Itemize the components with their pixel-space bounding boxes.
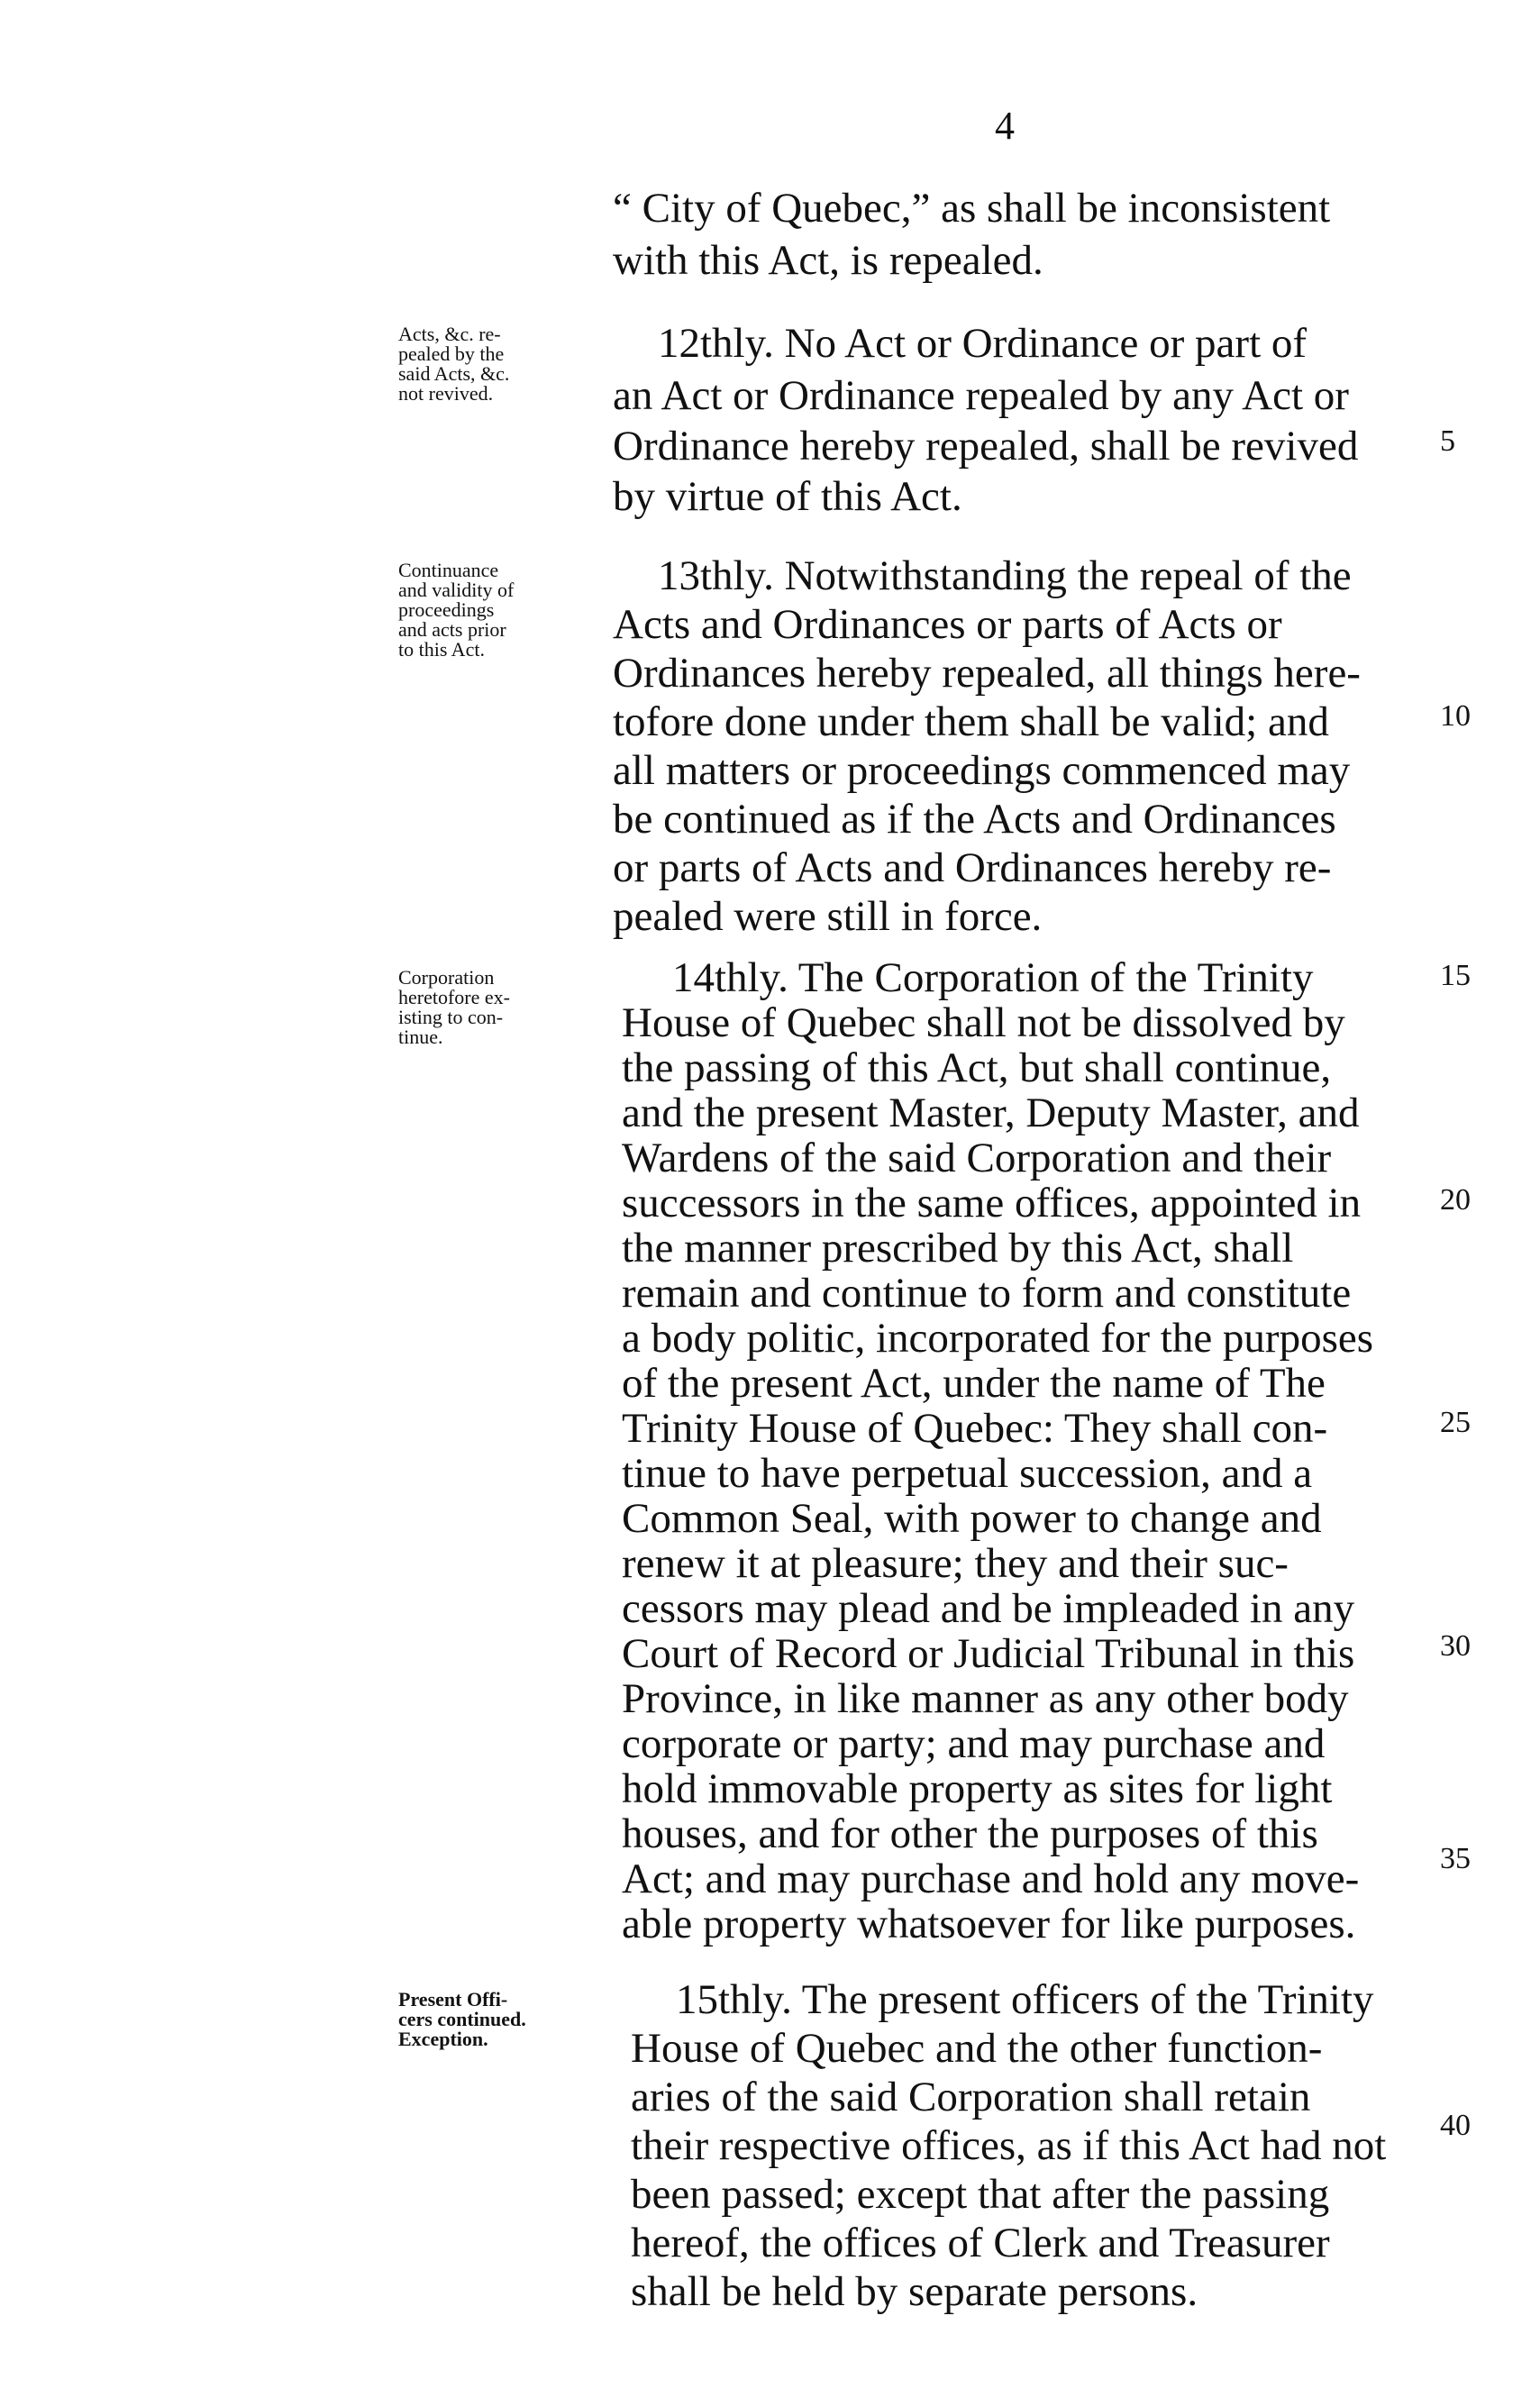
- side-note-line: Acts, &c. re-: [398, 323, 501, 345]
- text-line: of the present Act, under the name of The: [622, 1360, 1326, 1407]
- text-line: the manner prescribed by this Act, shall: [622, 1225, 1294, 1272]
- text-line: House of Quebec shall not be dissolved by: [622, 999, 1345, 1046]
- line-number: 30: [1440, 1629, 1471, 1663]
- text-line: House of Quebec and the other function-: [631, 2025, 1323, 2072]
- text-line: houses, and for other the purposes of this: [622, 1810, 1318, 1857]
- side-note-line: cers continued.: [398, 2008, 526, 2030]
- opening-paragraph: [613, 187, 1420, 287]
- text-line: be continued as if the Acts and Ordinances: [613, 796, 1336, 843]
- text-line: aries of the said Corporation shall retain: [631, 2074, 1311, 2120]
- line-number: 15: [1440, 959, 1471, 992]
- side-note-line: and acts prior: [398, 618, 506, 641]
- line-number: 25: [1440, 1406, 1471, 1439]
- text-line: remain and continue to form and constitute: [622, 1270, 1352, 1317]
- text-line: hereof, the offices of Clerk and Treasurer: [631, 2220, 1330, 2266]
- text-line: 12thly. No Act or Ordinance or part of: [658, 320, 1308, 367]
- text-line: by virtue of this Act.: [613, 473, 962, 520]
- text-line: tofore done under them shall be valid; and: [613, 698, 1329, 745]
- text-line: hold immovable property as sites for light: [622, 1765, 1333, 1812]
- side-note-line: Corporation: [398, 966, 495, 989]
- side-note-line: heretofore ex-: [398, 986, 510, 1008]
- text-line: Acts and Ordinances or parts of Acts or: [613, 601, 1282, 648]
- line-number: 10: [1440, 699, 1471, 733]
- line-number: 35: [1440, 1842, 1471, 1875]
- side-note-acts-repealed-not-revived: [398, 324, 509, 404]
- side-note-line: Continuance: [398, 559, 499, 581]
- line-number: 40: [1440, 2109, 1471, 2142]
- text-line: or parts of Acts and Ordinances hereby re-: [613, 844, 1332, 891]
- side-note-corporation-to-continue: [398, 968, 510, 1047]
- paragraph-13thly: [613, 552, 1424, 940]
- side-note-line: and validity of: [398, 579, 515, 601]
- paragraph-12thly: [613, 320, 1424, 521]
- text-line: Province, in like manner as any other body: [622, 1675, 1349, 1722]
- text-line: all matters or proceedings commenced may: [613, 747, 1351, 794]
- side-note-line: not revived.: [398, 382, 494, 405]
- text-line: Wardens of the said Corporation and their: [622, 1135, 1332, 1181]
- text-line: Act; and may purchase and hold any move-: [622, 1855, 1360, 1902]
- side-note-line: said Acts, &c.: [398, 362, 510, 385]
- text-line: 13thly. Notwithstanding the repeal of the: [658, 552, 1352, 599]
- side-note-continuance-and-validity: [398, 561, 514, 660]
- side-note-line: pealed by the: [398, 342, 505, 365]
- side-note-line: Exception.: [398, 2028, 488, 2050]
- text-line: “ City of Quebec,” as shall be inconsistent: [613, 185, 1331, 232]
- text-line: their respective offices, as if this Act had not: [631, 2122, 1387, 2169]
- side-note-line: to this Act.: [398, 638, 485, 661]
- line-number: 5: [1440, 424, 1455, 458]
- paragraph-15thly: [631, 1976, 1442, 2357]
- text-line: shall be held by separate persons.: [631, 2268, 1198, 2315]
- text-line: Common Seal, with power to change and: [622, 1495, 1322, 1542]
- side-note-line: Present Offi-: [398, 1988, 508, 2010]
- text-line: corporate or party; and may purchase and: [622, 1720, 1326, 1767]
- side-note-line: isting to con-: [398, 1006, 504, 1028]
- text-line: Ordinance hereby repealed, shall be revived: [613, 423, 1359, 470]
- text-line: tinue to have perpetual succession, and a: [622, 1450, 1313, 1497]
- text-line: the passing of this Act, but shall continue,: [622, 1044, 1332, 1091]
- text-line: Court of Record or Judicial Tribunal in this: [622, 1630, 1355, 1677]
- text-line: Ordinances hereby repealed, all things here-: [613, 650, 1361, 697]
- side-note-line: tinue.: [398, 1026, 443, 1048]
- text-line: renew it at pleasure; they and their suc-: [622, 1540, 1289, 1587]
- text-line: an Act or Ordinance repealed by any Act or: [613, 372, 1349, 419]
- text-line: 15thly. The present officers of the Trinity: [676, 1976, 1374, 2023]
- paragraph-14thly: [622, 954, 1433, 2002]
- text-line: been passed; except that after the passing: [631, 2171, 1330, 2218]
- side-note-present-officers-continued: [398, 1990, 526, 2049]
- side-note-line: proceedings: [398, 598, 495, 621]
- text-line: and the present Master, Deputy Master, and: [622, 1090, 1360, 1136]
- line-number: 20: [1440, 1183, 1471, 1217]
- text-line: pealed were still in force.: [613, 893, 1043, 940]
- text-line: successors in the same offices, appointed in: [622, 1180, 1362, 1226]
- text-line: cessors may plead and be impleaded in any: [622, 1585, 1355, 1632]
- text-line: with this Act, is repealed.: [613, 237, 1043, 284]
- text-line: able property whatsoever for like purposes.: [622, 1901, 1356, 1947]
- page-number: 4: [995, 104, 1015, 148]
- text-line: Trinity House of Quebec: They shall con-: [622, 1405, 1328, 1452]
- text-line: a body politic, incorporated for the purposes: [622, 1315, 1374, 1362]
- text-line: 14thly. The Corporation of the Trinity: [672, 954, 1314, 1001]
